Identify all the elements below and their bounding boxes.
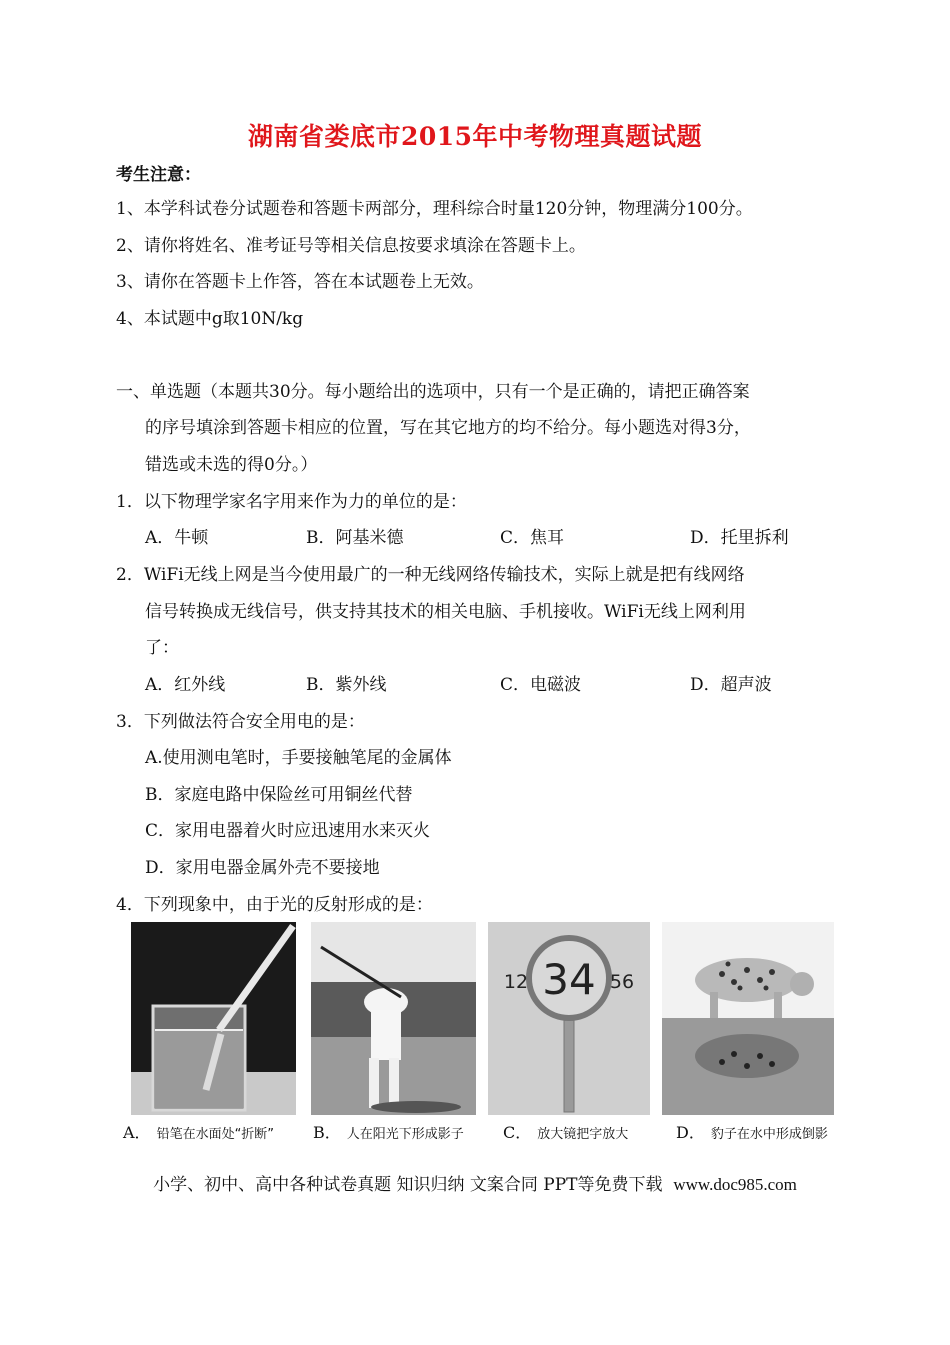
- question-1-option-d: D．托里拆利: [690, 528, 789, 548]
- question-1-option-b: B．阿基米德: [306, 528, 404, 548]
- question-2-option-d: D．超声波: [690, 675, 772, 695]
- question-3-stem: 3．下列做法符合安全用电的是：: [116, 712, 365, 732]
- notice-item: 2、请你将姓名、准考证号等相关信息按要求填涂在答题卡上。: [116, 236, 586, 256]
- magnifier-digits-center: 34: [542, 955, 596, 1004]
- golfer-shadow-image: [311, 922, 476, 1115]
- question-2-option-b: B．紫外线: [306, 675, 387, 695]
- question-3-option-a: A.使用测电笔时，手要接触笔尾的金属体: [145, 748, 452, 768]
- question-1-option-c: C．焦耳: [500, 528, 565, 548]
- question-3-option-d: D．家用电器金属外壳不要接地: [145, 858, 380, 878]
- footer: [0, 1170, 950, 1195]
- leopard-reflection-image: [662, 922, 834, 1115]
- question-2-option-c: C．电磁波: [500, 675, 582, 695]
- notice-item: 1、本学科试卷分试题卷和答题卡两部分，理科综合时量120分钟，物理满分100分。: [116, 199, 753, 219]
- notice-item: 4、本试题中g取10N/kg: [116, 309, 304, 329]
- section-intro-line: 一、单选题（本题共30分。每小题给出的选项中，只有一个是正确的，请把正确答案: [116, 382, 750, 402]
- image-caption-c: C． 放大镜把字放大: [503, 1123, 629, 1142]
- question-1-stem: 1．以下物理学家名字用来作为力的单位的是：: [116, 492, 467, 512]
- question-3-option-c: C．家用电器着火时应迅速用水来灭火: [145, 821, 431, 841]
- magnifier-digits-right: 56: [609, 971, 635, 993]
- image-caption-d: D． 豹子在水中形成倒影: [676, 1123, 828, 1142]
- notice-item: 3、请你在答题卡上作答，答在本试题卷上无效。: [116, 272, 484, 292]
- footer-url[interactable]: www.doc985.com: [673, 1175, 797, 1194]
- image-caption-b: B． 人在阳光下形成影子: [313, 1123, 464, 1142]
- question-4-stem: 4．下列现象中，由于光的反射形成的是：: [116, 895, 433, 915]
- question-2-line: 了：: [145, 638, 179, 658]
- question-1-option-a: A．牛顿: [145, 528, 209, 548]
- question-2-line: 2．WiFi无线上网是当今使用最广的一种无线网络传输技术，实际上就是把有线网络: [116, 565, 745, 585]
- question-2-line: 信号转换成无线信号，供支持其技术的相关电脑、手机接收。WiFi无线上网利用: [145, 602, 746, 622]
- section-intro-line: 的序号填涂到答题卡相应的位置，写在其它地方的均不给分。每小题选对得3分，: [145, 418, 751, 438]
- question-3-option-b: B．家庭电路中保险丝可用铜丝代替: [145, 785, 413, 805]
- section-intro-line: 错选或未选的得0分。）: [145, 455, 318, 475]
- notice-heading: 考生注意：: [116, 165, 201, 185]
- question-2-option-a: A．红外线: [145, 675, 226, 695]
- magnifier-digits-left: 12: [503, 971, 529, 993]
- pencil-in-water-image: [131, 922, 296, 1115]
- page-title: 湖南省娄底市2015年中考物理真题试题: [247, 122, 703, 151]
- image-caption-a: A． 铅笔在水面处“折断”: [123, 1123, 275, 1142]
- magnifier-image: [488, 922, 650, 1115]
- footer-text: 小学、初中、高中各种试卷真题 知识归纳 文案合同 PPT等免费下载: [153, 1175, 663, 1195]
